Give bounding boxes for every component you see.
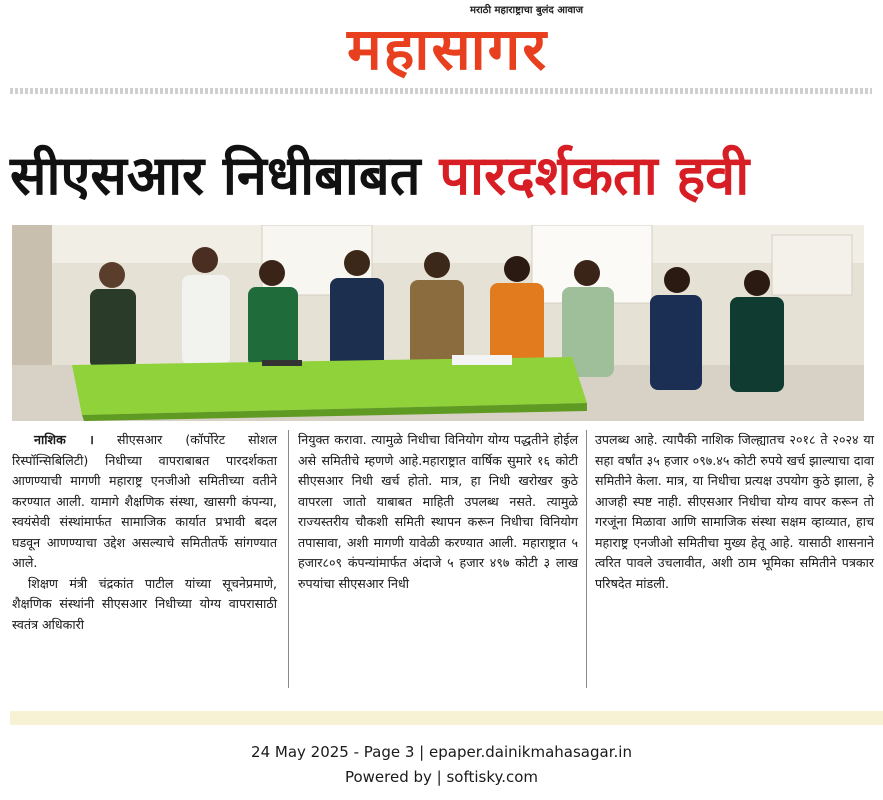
article-column-2 [298,430,578,690]
article-paragraph: नियुक्त करावा. त्यामुळे निधीचा विनियोग योग्य पद्धतीने होईल असे समितीचे म्हणणे आहे.महाराष्ट्रात वार्षिक सुमारे १६ कोटी सीएसआर निधी खर्च होतो. मात्र, हा निधी खरोखर कुठे वापरला जातो याबाबत माहिती उपलब्ध नसते. त्यामुळे राज्यस्तरीय चौकशी समिती स्थापन करून निधीचा विनियोग तपासावा, अशी मागणी यावेळी करण्यात आली. महाराष्ट्रात ५ हजार८०९ कंपन्यांमार्फत अंदाजे ५ हजार ४९७ कोटी ३ लाख रुपयांचा सीएसआर निधी [298,432,578,591]
column-divider [586,430,587,688]
article-column-3 [595,430,874,690]
headline-part-1: सीएसआर निधीबाबत [10,144,421,207]
column-divider [288,430,289,688]
press-conference-photo [12,225,864,421]
article-column-1 [12,430,277,690]
article-paragraph: शिक्षण मंत्री चंद्रकांत पाटील यांच्या सूचनेप्रमाणे, शैक्षणिक संस्थांनी सीएसआर निधीच्या योग्य वापरासाठी स्वतंत्र अधिकारी [12,575,277,632]
article-body [12,430,874,690]
article-paragraph: उपलब्ध आहे. त्यापैकी नाशिक जिल्ह्यातच २०१८ ते २०२४ या सहा वर्षांत ३५ हजार ०९७.४५ कोटी रुपये खर्च झाल्याचा दावा समितीने केला. मात्र, या निधीचा प्रत्यक्ष उपयोग कुठे झाला, हे आजही स्पष्ट नाही. सीएसआर निधीचा योग्य वापर करून तो गरजूंना मिळावा आणि सामाजिक संस्था सक्षम व्हाव्यात, हाच महाराष्ट्र एनजीओ समितीचा मुख्य हेतू आहे. यासाठी शासनाने त्वरित पावले उचलावीत, अशी ठाम भूमिका समितीने पत्रकार परिषदेत मांडली. [595,432,874,591]
masthead-rule [10,88,872,94]
headline [10,126,875,226]
masthead-logo: महासागर [346,15,549,83]
footer-powered-by: Powered by | softisky.com [344,768,539,786]
news-photo [12,225,864,421]
masthead-tagline: मराठी महाराष्ट्राचा बुलंद आवाज [470,5,584,16]
headline-part-2: पारदर्शकता हवी [439,144,750,207]
dateline: नाशिक । [34,432,94,447]
footer-band [10,711,883,725]
article-paragraph: सीएसआर (कॉर्पोरेट सोशल रिस्पॉन्सिबिलिटी) निधीच्या वापराबाबत पारदर्शकता आणण्याची मागणी महाराष्ट्र एनजीओ समितीच्या वतीने करण्यात आली. यामागे शैक्षणिक संस्था, खासगी कंपन्या, स्वयंसेवी संस्थांमार्फत सामाजिक कार्यात प्रभावी बदल घडवून आणण्याचा उद्देश असल्याचे समितीतर्फे सांगण्यात आले. [12,432,277,570]
footer-date-page: 24 May 2025 - Page 3 | epaper.dainikmahasagar.in [251,743,632,761]
